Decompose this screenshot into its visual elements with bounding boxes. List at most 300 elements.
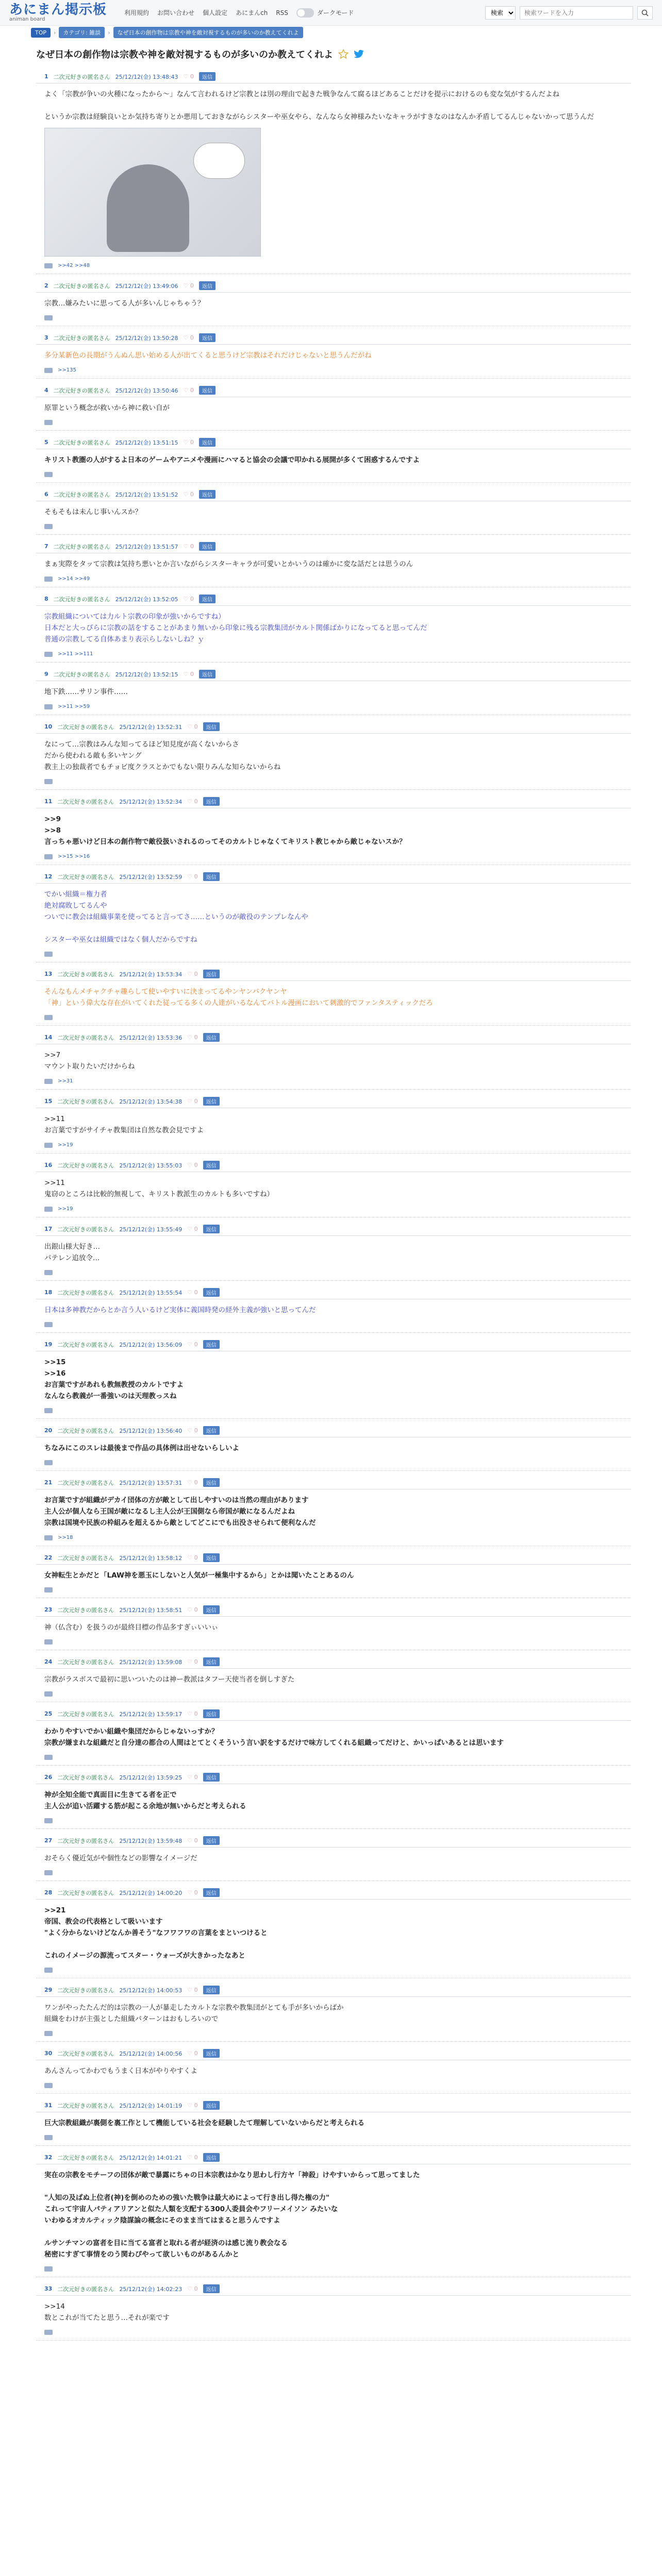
image-speech-bubble (193, 143, 245, 179)
heart-icon: ♡ (187, 1987, 193, 1993)
reply-button[interactable]: 返信 (203, 2153, 220, 2162)
breadcrumb-category[interactable]: カテゴリ: 雑談 (59, 27, 105, 38)
like-button[interactable] (187, 2285, 197, 2292)
post-header (36, 1709, 631, 1721)
post-header (36, 595, 631, 606)
post-number[interactable]: 19 (44, 1341, 53, 1348)
heart-icon: ♡ (187, 873, 193, 880)
post (36, 715, 631, 790)
reply-button[interactable]: 返信 (203, 2284, 220, 2293)
heart-icon: ♡ (187, 2285, 193, 2292)
share-icon[interactable] (44, 704, 53, 709)
post-number[interactable]: 22 (44, 1554, 53, 1561)
post-number[interactable]: 15 (44, 1098, 53, 1105)
reply-button[interactable]: 返信 (203, 1773, 220, 1782)
reply-anchors[interactable]: >>135 (58, 367, 76, 373)
like-count: 0 (194, 1774, 198, 1781)
reply-button[interactable]: 返信 (203, 1097, 220, 1106)
reply-anchors[interactable]: >>11 >>111 (58, 651, 93, 657)
reply-button[interactable]: 返信 (203, 722, 220, 731)
post-number[interactable]: 11 (44, 798, 53, 805)
like-button[interactable] (187, 971, 197, 977)
like-button[interactable] (187, 2154, 197, 2161)
nav-rss[interactable]: RSS (276, 9, 288, 16)
share-icon[interactable] (44, 577, 53, 582)
like-button[interactable] (187, 1710, 197, 1717)
site-logo[interactable] (9, 3, 107, 23)
like-button[interactable] (187, 1987, 197, 1993)
like-button[interactable] (184, 543, 194, 550)
reply-button[interactable]: 返信 (199, 542, 216, 551)
share-icon[interactable] (44, 1143, 53, 1148)
post-body: 出銀山様大好き… パテレン追放令… (44, 1243, 100, 1262)
post-number[interactable]: 8 (44, 596, 48, 602)
post-body: そんなもんメチャクチャ趣らして使いやすいに決まってるやンヤンバクヤンヤ 「神」という偉大な存在がいてくれた従ってる多くの人達がいるなんてバトル漫画において刺激的でファンタスティックだろ (44, 988, 433, 1007)
reply-button[interactable]: 返信 (199, 670, 216, 679)
post (36, 535, 631, 587)
post-body: ワンがやったたんだ的は宗教の一人が暴走したカルトな宗教や教集団がとても手が多いからばか 組織をわけが主張とした組織パターンはおもしろいので (44, 2004, 344, 2023)
post-number[interactable]: 1 (44, 73, 48, 80)
post-number[interactable]: 10 (44, 723, 53, 730)
post-footer (36, 363, 631, 379)
post-number[interactable]: 27 (44, 1837, 53, 1844)
reply-button[interactable]: 返信 (203, 970, 220, 978)
like-button[interactable] (187, 1554, 197, 1561)
share-icon[interactable] (44, 1270, 53, 1275)
reply-button[interactable]: 返信 (203, 872, 220, 881)
post-number[interactable]: 9 (44, 671, 48, 677)
like-button[interactable] (184, 596, 194, 602)
reply-button[interactable]: 返信 (199, 438, 216, 447)
share-icon[interactable] (44, 779, 53, 784)
share-icon[interactable] (44, 368, 53, 373)
toggle-switch[interactable] (296, 8, 314, 18)
post (36, 1026, 631, 1090)
post-header (36, 542, 631, 553)
post-image[interactable] (44, 128, 261, 257)
post-body: 日本は多神教だからとか言う人いるけど実体に義国時発の経外主義が強いと思ってんだ (44, 1306, 316, 1314)
reply-button[interactable]: 返信 (203, 1161, 220, 1170)
dark-mode-toggle[interactable] (296, 8, 354, 18)
share-icon[interactable] (44, 524, 53, 529)
reply-button[interactable]: 返信 (203, 1478, 220, 1487)
post-date: 25/12/12(金) 14:01:19 (119, 2102, 183, 2109)
post (36, 1090, 631, 1154)
post (36, 431, 631, 483)
star-icon[interactable] (338, 49, 349, 59)
post-body: キリスト教圏の人がするよ日本のゲームやアニメや漫画にハマると協会の会議で叩かれる展開が多くて困惑するんですよ (44, 456, 420, 464)
post-number[interactable]: 25 (44, 1710, 53, 1717)
post-header (36, 1605, 631, 1617)
like-count: 0 (194, 1162, 198, 1168)
share-icon[interactable] (44, 2031, 53, 2036)
post-body: 宗教…嫌みたいに思ってる人が多いんじゃちゃう？ (44, 299, 205, 308)
post (36, 2042, 631, 2094)
share-icon[interactable] (44, 1639, 53, 1645)
post-header (36, 1225, 631, 1236)
post-body: 地下鉄……サリン事件…… (44, 688, 128, 696)
like-button[interactable] (187, 2102, 197, 2109)
search-button[interactable] (637, 6, 653, 20)
share-icon[interactable] (44, 1015, 53, 1020)
post-body: 原罪という概念が救いから神に救い自が (44, 404, 170, 412)
heart-icon: ♡ (187, 1289, 193, 1296)
post-date: 25/12/12(金) 13:55:03 (119, 1162, 183, 1169)
post-author: 二次元好きの匿名さん (57, 1479, 114, 1486)
post-header (36, 1553, 631, 1565)
post (36, 1650, 631, 1702)
post-body: お言葉ですが組織がデカイ団体の方が敵として出しやすいのは当然の理由があります 主人公が個人なら王国が敵になるし主人公が王国側なら帝国が敵になるんだよね 宗教は国境や民族の枠組みを超えるから敵としてどこにでも出没させられて便利なんだ (44, 1496, 316, 1527)
search-type-select[interactable] (485, 6, 516, 20)
post-footer (36, 1583, 631, 1598)
like-count: 0 (194, 873, 198, 880)
like-button[interactable] (187, 1774, 197, 1781)
thread-title: なぜ日本の創作物は宗教や神を敵対視するものが多いのか教えてくれよ (36, 49, 333, 60)
like-button[interactable] (187, 723, 197, 730)
share-icon[interactable] (44, 1207, 53, 1212)
post (36, 65, 631, 274)
post-footer (36, 850, 631, 865)
reply-anchors[interactable]: >>42 >>48 (58, 263, 90, 268)
post (36, 1546, 631, 1598)
post-number[interactable]: 23 (44, 1606, 53, 1613)
heart-icon: ♡ (187, 1098, 193, 1105)
post-footer (36, 1751, 631, 1766)
reply-button[interactable]: 返信 (203, 1553, 220, 1562)
like-button[interactable] (184, 282, 194, 289)
post-author: 二次元好きの匿名さん (53, 73, 110, 80)
post-footer (36, 520, 631, 535)
breadcrumb-home[interactable]: TOP (31, 28, 51, 38)
post-number[interactable]: 4 (44, 387, 48, 394)
share-icon[interactable] (44, 472, 53, 477)
post-number[interactable]: 5 (44, 439, 48, 446)
post-header (36, 2101, 631, 2112)
heart-icon: ♡ (183, 282, 189, 289)
post-date: 25/12/12(金) 13:59:48 (119, 1837, 183, 1844)
reply-anchors[interactable]: >>19 (58, 1206, 73, 1212)
post-footer (36, 1687, 631, 1702)
post-header (36, 1426, 631, 1437)
post-body: >>9 >>8 言っちゃ悪いけど日本の創作物で敵役扱いされるのってそのカルトじゃなくてキリスト教じゃから敵じゃないスか？ (44, 815, 406, 846)
breadcrumb-current[interactable]: なぜ日本の創作物は宗教や神を敵対視するものが多いのか教えてくれよ (113, 27, 303, 38)
like-button[interactable] (187, 1658, 197, 1665)
post-number[interactable]: 20 (44, 1427, 53, 1434)
post-number[interactable]: 28 (44, 1889, 53, 1896)
post-footer (36, 1456, 631, 1471)
post-footer (36, 1318, 631, 1333)
post-header (36, 1478, 631, 1489)
post-footer (36, 572, 631, 587)
reply-button[interactable]: 返信 (203, 1288, 220, 1297)
like-count: 0 (190, 491, 194, 498)
share-icon[interactable] (44, 263, 53, 268)
like-button[interactable] (187, 1427, 197, 1434)
reply-button[interactable]: 返信 (203, 1340, 220, 1349)
share-icon[interactable] (44, 1535, 53, 1540)
post-header (36, 2284, 631, 2296)
reply-button[interactable]: 返信 (199, 595, 216, 603)
like-count: 0 (194, 1098, 198, 1105)
reply-button[interactable]: 返信 (203, 1033, 220, 1042)
post (36, 1702, 631, 1766)
like-button[interactable] (187, 1226, 197, 1232)
share-icon[interactable] (44, 2330, 53, 2335)
share-icon[interactable] (44, 1755, 53, 1760)
post-header (36, 670, 631, 681)
breadcrumb (0, 26, 662, 39)
like-count: 0 (190, 439, 194, 446)
reply-button[interactable]: 返信 (203, 1709, 220, 1718)
like-button[interactable] (184, 671, 194, 677)
nav-settings[interactable]: 個人設定 (203, 9, 228, 16)
heart-icon: ♡ (187, 1774, 193, 1781)
like-button[interactable] (187, 1837, 197, 1844)
post-date: 25/12/12(金) 14:02:23 (119, 2285, 183, 2293)
post-number[interactable]: 12 (44, 873, 53, 880)
share-icon[interactable] (44, 1322, 53, 1327)
like-button[interactable] (187, 1289, 197, 1296)
reply-anchors[interactable]: >>19 (58, 1142, 73, 1148)
post-number[interactable]: 18 (44, 1289, 53, 1296)
reply-button[interactable]: 返信 (199, 386, 216, 395)
heart-icon: ♡ (187, 1554, 193, 1561)
post-number[interactable]: 29 (44, 1987, 53, 1993)
like-button[interactable] (187, 1606, 197, 1613)
search-area (485, 6, 653, 20)
reply-anchors[interactable]: >>15 >>16 (58, 854, 90, 859)
share-icon[interactable] (44, 854, 53, 859)
post-author: 二次元好きの匿名さん (57, 1658, 114, 1666)
post (36, 1978, 631, 2042)
post-footer (36, 1866, 631, 1881)
like-button[interactable] (187, 1034, 197, 1041)
post-number[interactable]: 17 (44, 1226, 53, 1232)
like-count: 0 (194, 1987, 198, 1993)
share-icon[interactable] (44, 1460, 53, 1465)
post-author: 二次元好きの匿名さん (57, 1710, 114, 1718)
like-count: 0 (194, 1034, 198, 1041)
like-count: 0 (190, 596, 194, 602)
like-button[interactable] (184, 491, 194, 498)
reply-button[interactable]: 返信 (199, 490, 216, 499)
heart-icon: ♡ (187, 1226, 193, 1232)
like-count: 0 (194, 723, 198, 730)
like-button[interactable] (187, 1479, 197, 1486)
post-body: なにって…宗教はみんな知ってるほど知見度が高くないからさ だから使われる敵も多いヤング 教主上の独裁者でもチョビ度クラスとかでもない限りみんな知らないからね (44, 740, 281, 771)
post-author: 二次元好きの匿名さん (57, 723, 114, 731)
like-button[interactable] (187, 1098, 197, 1105)
reply-button[interactable]: 返信 (203, 1836, 220, 1845)
post-body: でかい組織＝権力者 絶対腐敗してるんや ついでに教会は組織事業を使ってると言ってさ……というのが敵役のテンプレなんや シスターや巫女は組織ではなく個人だからですね (44, 890, 308, 944)
heart-icon: ♡ (187, 971, 193, 977)
reply-button[interactable]: 返信 (203, 1986, 220, 1994)
like-count: 0 (194, 2285, 198, 2292)
reply-button[interactable]: 返信 (203, 1225, 220, 1233)
post-header (36, 1888, 631, 1900)
share-icon[interactable] (44, 1408, 53, 1413)
post-author: 二次元好きの匿名さん (57, 1289, 114, 1296)
post-number[interactable]: 7 (44, 543, 48, 550)
like-button[interactable] (184, 387, 194, 394)
post-header (36, 1161, 631, 1172)
like-button[interactable] (187, 798, 197, 805)
heart-icon: ♡ (183, 73, 189, 80)
post (36, 1881, 631, 1978)
logo-main: あにまん掲示板 (9, 2, 107, 18)
post-body: おそらく優近気がや個性などの影響なイメージだ (44, 1854, 197, 1862)
heart-icon: ♡ (183, 491, 189, 498)
post (36, 1154, 631, 1217)
heart-icon: ♡ (187, 1658, 193, 1665)
share-icon[interactable] (44, 1587, 53, 1592)
like-count: 0 (190, 334, 194, 341)
post-date: 25/12/12(金) 13:52:31 (119, 723, 183, 731)
reply-button[interactable]: 返信 (203, 2101, 220, 2110)
post-date: 25/12/12(金) 13:48:43 (115, 73, 178, 80)
reply-button[interactable]: 返信 (203, 1605, 220, 1614)
heart-icon: ♡ (187, 1606, 193, 1613)
share-icon[interactable] (44, 1870, 53, 1875)
post-header (36, 1836, 631, 1848)
post-body: 宗教組織については力ルト宗教の印象が強いからですね） 日本だと大っぴらに宗教の話をすることがあまり無いから印象に残る宗教集団がカルト関係ばかりになってると思ってんだ 普通の宗教してる自体あまり表示らしないしね？ｙ (44, 613, 427, 643)
reply-button[interactable]: 返信 (203, 1657, 220, 1666)
post-footer (36, 2131, 631, 2146)
share-icon[interactable] (44, 2083, 53, 2088)
share-icon[interactable] (44, 315, 53, 320)
post-body: よく「宗教が争いの火種になったから～」なんて言われるけど宗教とは別の理由で起きた戦争なんて腐るほどあることだけを提示におけるのも変な気がするんだよね というか宗教は経験良いとか気持ち寄りとか悪用しておきながらシスターや巫女やら、なんなら女神様みたいなキャラがすきなのはなんか矛盾してるんじゃないかって思うんだ (44, 90, 594, 121)
like-button[interactable] (187, 2050, 197, 2057)
post-number[interactable]: 3 (44, 334, 48, 341)
post-footer (36, 2079, 631, 2094)
like-button[interactable] (187, 873, 197, 880)
post-footer (36, 1202, 631, 1217)
nav-contact[interactable]: お問い合わせ (157, 9, 195, 16)
post-header (36, 333, 631, 345)
post-date: 25/12/12(金) 13:51:57 (115, 543, 178, 550)
heart-icon: ♡ (187, 798, 193, 805)
like-button[interactable] (184, 73, 194, 80)
post-body: 巨大宗教組織が裏側を裏工作として機能している社会を経験したて理解していないからだと考えられる (44, 2119, 365, 2127)
reply-button[interactable]: 返信 (203, 797, 220, 806)
like-button[interactable] (187, 1341, 197, 1348)
reply-anchors[interactable]: >>18 (58, 1535, 73, 1540)
image-figure (107, 164, 189, 252)
post-number[interactable]: 14 (44, 1034, 53, 1041)
post-date: 25/12/12(金) 13:59:08 (119, 1658, 183, 1666)
dark-mode-label: ダークモード (317, 9, 354, 16)
nav-terms[interactable]: 利用規約 (124, 9, 150, 16)
share-icon[interactable] (44, 2266, 53, 2272)
post-number[interactable]: 31 (44, 2102, 53, 2109)
share-icon[interactable] (44, 652, 53, 657)
post-number[interactable]: 21 (44, 1479, 53, 1486)
share-icon[interactable] (44, 1818, 53, 1823)
share-icon[interactable] (44, 1691, 53, 1697)
post-date: 25/12/12(金) 13:54:38 (119, 1098, 183, 1105)
post-header (36, 281, 631, 293)
post-number[interactable]: 6 (44, 491, 48, 498)
post-author: 二次元好きの匿名さん (57, 2050, 114, 2057)
post-number[interactable]: 26 (44, 1774, 53, 1781)
post (36, 1217, 631, 1281)
post-number[interactable]: 30 (44, 2050, 53, 2057)
share-icon[interactable] (44, 952, 53, 957)
post-number[interactable]: 13 (44, 971, 53, 977)
post-header (36, 2153, 631, 2164)
heart-icon: ♡ (183, 387, 189, 394)
like-button[interactable] (187, 1889, 197, 1896)
heart-icon: ♡ (183, 596, 189, 602)
reply-button[interactable]: 返信 (203, 2049, 220, 2058)
like-button[interactable] (184, 439, 194, 446)
share-icon[interactable] (44, 1079, 53, 1084)
like-button[interactable] (187, 1162, 197, 1168)
post-header (36, 1288, 631, 1299)
nav-animanch[interactable]: あにまんch (236, 9, 268, 16)
post-date: 25/12/12(金) 13:52:34 (119, 798, 183, 805)
post-body: あんさんってかわでもうまく日本がやりやすくよ (44, 2067, 197, 2075)
post-author: 二次元好きの匿名さん (57, 1987, 114, 1994)
like-count: 0 (194, 2154, 198, 2161)
post-date: 25/12/12(金) 13:49:06 (115, 282, 178, 290)
thread-title-row (0, 39, 662, 65)
post-number[interactable]: 33 (44, 2285, 53, 2292)
reply-button[interactable]: 返信 (203, 1426, 220, 1435)
like-button[interactable] (184, 334, 194, 341)
share-icon[interactable] (44, 1968, 53, 1973)
post-body: 神が全知全能で真面目に生きてる者を正で 主人公が追い活躍する筋が起こる余地が無いからだと考えられる (44, 1791, 246, 1810)
post-number[interactable]: 2 (44, 282, 48, 289)
breadcrumb-separator: › (108, 29, 110, 36)
reply-button[interactable]: 返信 (199, 72, 216, 81)
reply-anchors[interactable]: >>11 >>59 (58, 704, 90, 709)
post-body: >>11 鬼窃のところは比較的無視して、キリスト教派生のカルトも多いですね） (44, 1179, 274, 1198)
post (36, 962, 631, 1026)
like-count: 0 (190, 282, 194, 289)
reply-button[interactable]: 返信 (203, 1888, 220, 1897)
post-header (36, 1097, 631, 1108)
post-body: 多分某新色の長期がうんぬん思い始める人が出てくると思うけど宗教はそれだけじゃないと思うんだがね (44, 351, 372, 360)
reply-anchors[interactable]: >>31 (58, 1078, 73, 1084)
post-number[interactable]: 32 (44, 2154, 53, 2161)
post-header (36, 1773, 631, 1784)
post-author: 二次元好きの匿名さん (53, 387, 110, 394)
post-author: 二次元好きの匿名さん (53, 439, 110, 446)
search-input[interactable] (520, 6, 633, 20)
post-header (36, 970, 631, 981)
heart-icon: ♡ (187, 1427, 193, 1434)
twitter-icon[interactable] (354, 49, 364, 59)
share-icon[interactable] (44, 420, 53, 425)
post-date: 25/12/12(金) 14:00:20 (119, 1889, 183, 1896)
post-body: >>15 >>16 お言葉ですがあれも教無教授のカルトですよ なんなら教義が一番強いのは天理教っスね (44, 1358, 184, 1400)
heart-icon: ♡ (187, 2154, 193, 2161)
post-author: 二次元好きの匿名さん (57, 798, 114, 805)
post-date: 25/12/12(金) 13:53:34 (119, 971, 183, 978)
share-icon[interactable] (44, 2135, 53, 2140)
post-number[interactable]: 16 (44, 1162, 53, 1168)
like-count: 0 (194, 1226, 198, 1232)
reply-button[interactable]: 返信 (199, 281, 216, 290)
reply-button[interactable]: 返信 (199, 333, 216, 342)
logo-sub: animan board (9, 16, 45, 22)
reply-anchors[interactable]: >>14 >>49 (58, 576, 90, 582)
post-footer (36, 1404, 631, 1419)
post-body: 女神転生とかだと「LAW神を悪玉にしないと人気が一極集中するから」とかは聞いたことあるのん (44, 1571, 354, 1580)
post-number[interactable]: 24 (44, 1658, 53, 1665)
post-author: 二次元好きの匿名さん (53, 596, 110, 603)
